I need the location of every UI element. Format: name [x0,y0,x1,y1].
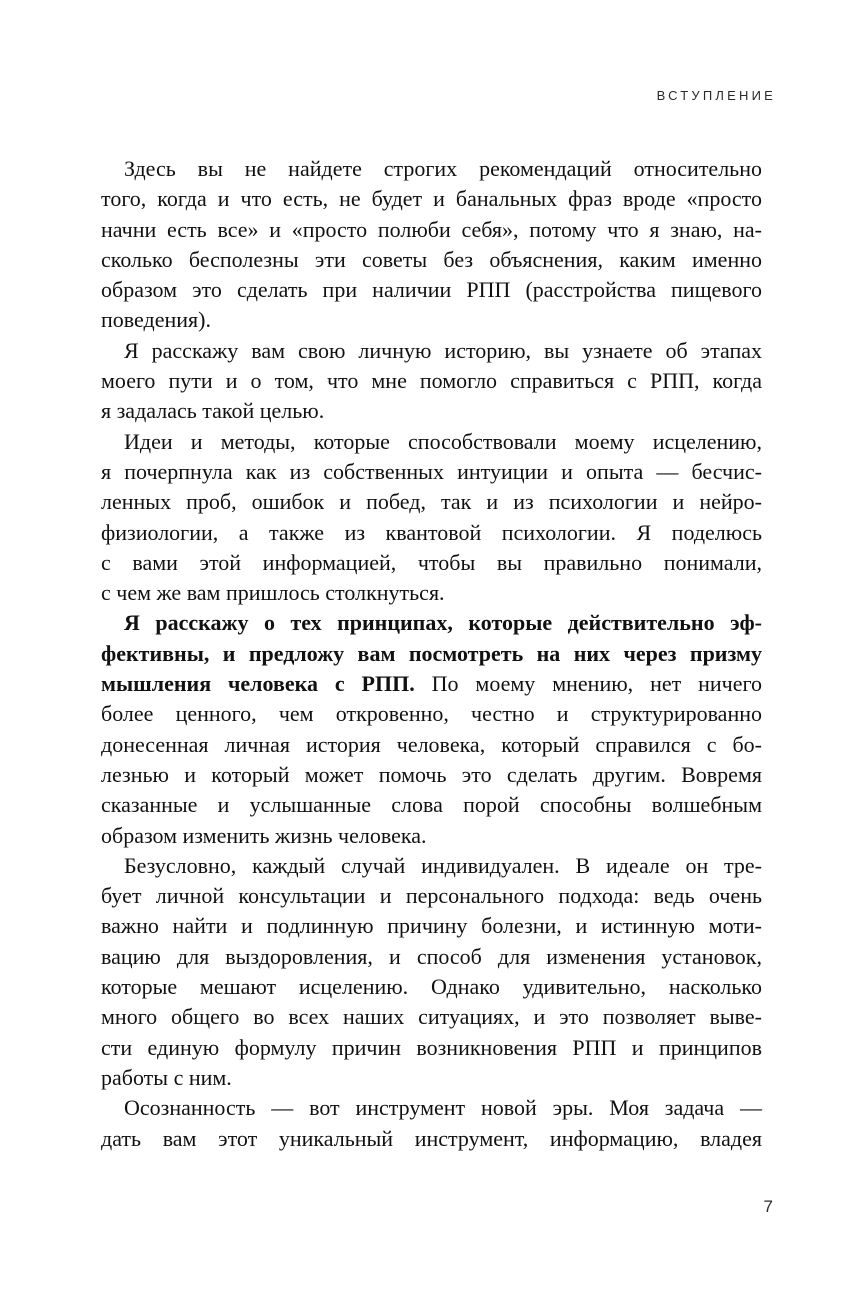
text-line [101,669,762,699]
text-line [101,1124,762,1154]
text-line [101,790,762,820]
text-line [101,881,762,911]
paragraph [101,1093,762,1154]
text-line [101,942,762,972]
text-line [101,972,762,1002]
text-line [101,1063,762,1093]
paragraph [101,154,762,336]
body-text: дать вам этот уникальный инструмент, информацию, владея [101,1125,762,1151]
text-line [101,518,762,548]
paragraph [101,851,762,1093]
paragraph [101,427,762,609]
body-text: которые мешают исцелению. Однако удивительно, насколько [101,974,762,1000]
text-line [101,427,762,457]
text-line [101,578,762,608]
running-header: ВСТУПЛЕНИЕ [656,88,776,103]
text-line [101,699,762,729]
body-text: лезнью и который может помочь это сделать другим. Вовремя [101,761,762,787]
text-line [101,396,762,426]
text-line [101,1002,762,1032]
text-line [101,457,762,487]
body-text: я почерпнула как из собственных интуиции и опыта — бесчис- [101,458,762,484]
text-line [101,366,762,396]
text-line [101,184,762,214]
text-line [101,760,762,790]
body-text: сказанные и услышанные слова порой способны волшебным [101,792,762,818]
paragraph [101,336,762,427]
body-text: работы с ним. [101,1064,232,1090]
body-text: донесенная личная история человека, который справился с бо- [101,731,762,757]
body-text: начни есть все» и «просто полюби себя», потому что я знаю, на- [101,216,762,242]
bold-text: Я расскажу о тех принципах, которые действительно эф- [124,610,762,636]
text-line [101,851,762,881]
body-text: с вами этой информацией, чтобы вы правильно понимали, [101,549,762,575]
text-line [101,1093,762,1123]
text-line [101,730,762,760]
body-text: физиологии, а также из квантовой психологии. Я поделюсь [101,519,762,545]
text-line [101,487,762,517]
body-text: бует личной консультации и персонального подхода: ведь очень [101,883,762,909]
text-line [101,608,762,638]
body-text: я задалась такой целью. [101,398,325,424]
text-line [101,548,762,578]
text-line [101,1033,762,1063]
body-text: важно найти и подлинную причину болезни, и истинную моти- [101,913,762,939]
text-line [101,275,762,305]
page-number: 7 [763,1197,773,1216]
body-text: Безусловно, каждый случай индивидуален. В идеале он тре- [124,852,762,878]
text-line [101,911,762,941]
body-text: Я расскажу вам свою личную историю, вы узнаете об этапах [124,337,762,363]
text-line [101,305,762,335]
body-text: Здесь вы не найдете строгих рекомендаций относительно [124,156,762,181]
body-text: вацию для выздоровления, и способ для изменения установок, [101,943,762,969]
body-text: много общего во всех наших ситуациях, и это позволяет выве- [101,1004,762,1030]
text-line [101,821,762,851]
body-text: моего пути и о том, что мне помогло справиться с РПП, когда [101,368,762,394]
text-column [101,154,762,1154]
body-text: Осознанность — вот инструмент новой эры. Моя задача — [124,1095,762,1121]
body-text: По моему мнению, нет ничего [414,671,762,697]
body-text: того, когда и что есть, не будет и банальных фраз вроде «просто [101,186,762,212]
body-text: образом это сделать при наличии РПП (расстройства пищевого [101,277,762,303]
body-text: образом изменить жизнь человека. [101,822,427,848]
text-line [101,154,762,184]
text-line [101,639,762,669]
body-text: более ценного, чем откровенно, честно и структурированно [101,701,762,727]
body-text: Идеи и методы, которые способствовали моему исцелению, [124,428,762,454]
text-line [101,245,762,275]
text-line [101,215,762,245]
body-text: ленных проб, ошибок и побед, так и из психологии и нейро- [101,489,762,515]
body-text: поведения). [101,307,211,333]
body-text: с чем же вам пришлось столкнуться. [101,580,445,606]
bold-text: фективны, и предложу вам посмотреть на них через призму [101,640,762,666]
bold-text: мышления человека с РПП. [101,671,415,697]
body-text: сти единую формулу причин возникновения РПП и принципов [101,1034,762,1060]
paragraph [101,608,762,850]
body-text: сколько бесполезны эти советы без объяснения, каким именно [101,246,762,272]
text-line [101,336,762,366]
